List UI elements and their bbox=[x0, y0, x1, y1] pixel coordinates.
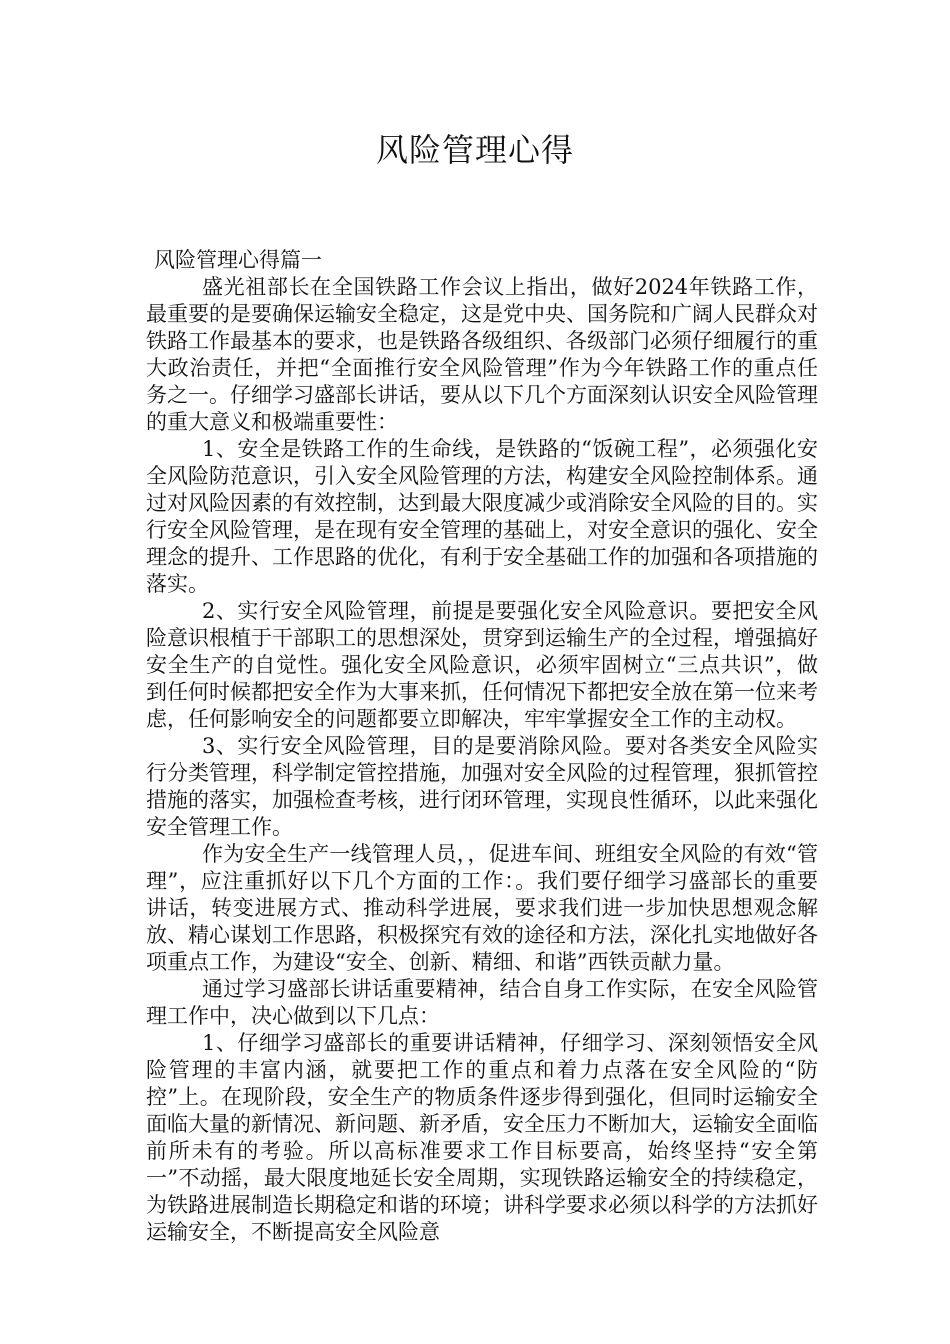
paragraph-resolution-1: 1、仔细学习盛部长的重要讲话精神，仔细学习、深刻领悟安全风险管理的丰富内涵，就要把工作的重点和着力点落在安全风险的“防控”上。在现阶段，安全生产的物质条件逐步得到强化，但同时运输安全面临大量的新情况、新问题、新矛盾，安全压力不断加大，运输安全面临前所未有的考验。所以高标准要求工作目标要高，始终坚持“安全第一”不动摇，最大限度地延长安全周期，实现铁路运输安全的持续稳定，为铁路进展制造长期稳定和谐的环境；讲科学要求必须以科学的方法抓好运输安全，不断提高安全风险意 bbox=[146, 1031, 818, 1244]
paragraph-manager-role: 作为安全生产一线管理人员，，促进车间、班组安全风险的有效“管理”，应注重抓好以下几个方面的工作：。我们要仔细学习盛部长的重要讲话，转变进展方式、推动科学进展，要求我们进一步加快思想观念解放、精心谋划工作思路，积极探究有效的途径和方法，深化扎实地做好各项重点工作，为建设“安全、创新、精细、和谐”西铁贡献力量。 bbox=[146, 842, 818, 974]
paragraph-resolutions-intro: 通过学习盛部长讲话重要精神，结合自身工作实际，在安全风险管理工作中，决心做到以下几点： bbox=[146, 977, 818, 1028]
section-heading: 风险管理心得篇一 bbox=[154, 248, 322, 272]
paragraph-intro: 盛光祖部长在全国铁路工作会议上指出，做好2024年铁路工作，最重要的是要确保运输安全稳定，这是党中央、国务院和广阔人民群众对铁路工作最基本的要求，也是铁路各级组织、各级部门必须仔细履行的重大政治责任，并把“全面推行安全风险管理”作为今年铁路工作的重点任务之一。仔细学习盛部长讲话，要从以下几个方面深刻认识安全风险管理的重大意义和极端重要性： bbox=[146, 275, 818, 434]
paragraph-point-2: 2、实行安全风险管理，前提是要强化安全风险意识。要把安全风险意识根植于干部职工的思想深处，贯穿到运输生产的全过程，增强搞好安全生产的自觉性。强化安全风险意识，必须牢固树立“三点共识”，做到任何时候都把安全作为大事来抓，任何情况下都把安全放在第一位来考虑，任何影响安全的问题都要立即解决，牢牢掌握安全工作的主动权。 bbox=[146, 599, 818, 731]
document-body bbox=[146, 247, 818, 1246]
paragraph-point-3: 3、实行安全风险管理，目的是要消除风险。要对各类安全风险实行分类管理，科学制定管控措施，加强对安全风险的过程管理，狠抓管控措施的落实，加强检查考核，进行闭环管理，实现良性循环，以此来强化安全管理工作。 bbox=[146, 734, 818, 839]
document-title: 风险管理心得 bbox=[375, 131, 574, 169]
paragraph-point-1: 1、安全是铁路工作的生命线，是铁路的“饭碗工程”，必须强化安全风险防范意识，引入安全风险管理的方法，构建安全风险控制体系。通过对风险因素的有效控制，达到最大限度减少或消除安全风险的目的。实行安全风险管理，是在现有安全管理的基础上，对安全意识的强化、安全理念的提升、工作思路的优化，有利于安全基础工作的加强和各项措施的落实。 bbox=[146, 437, 818, 596]
